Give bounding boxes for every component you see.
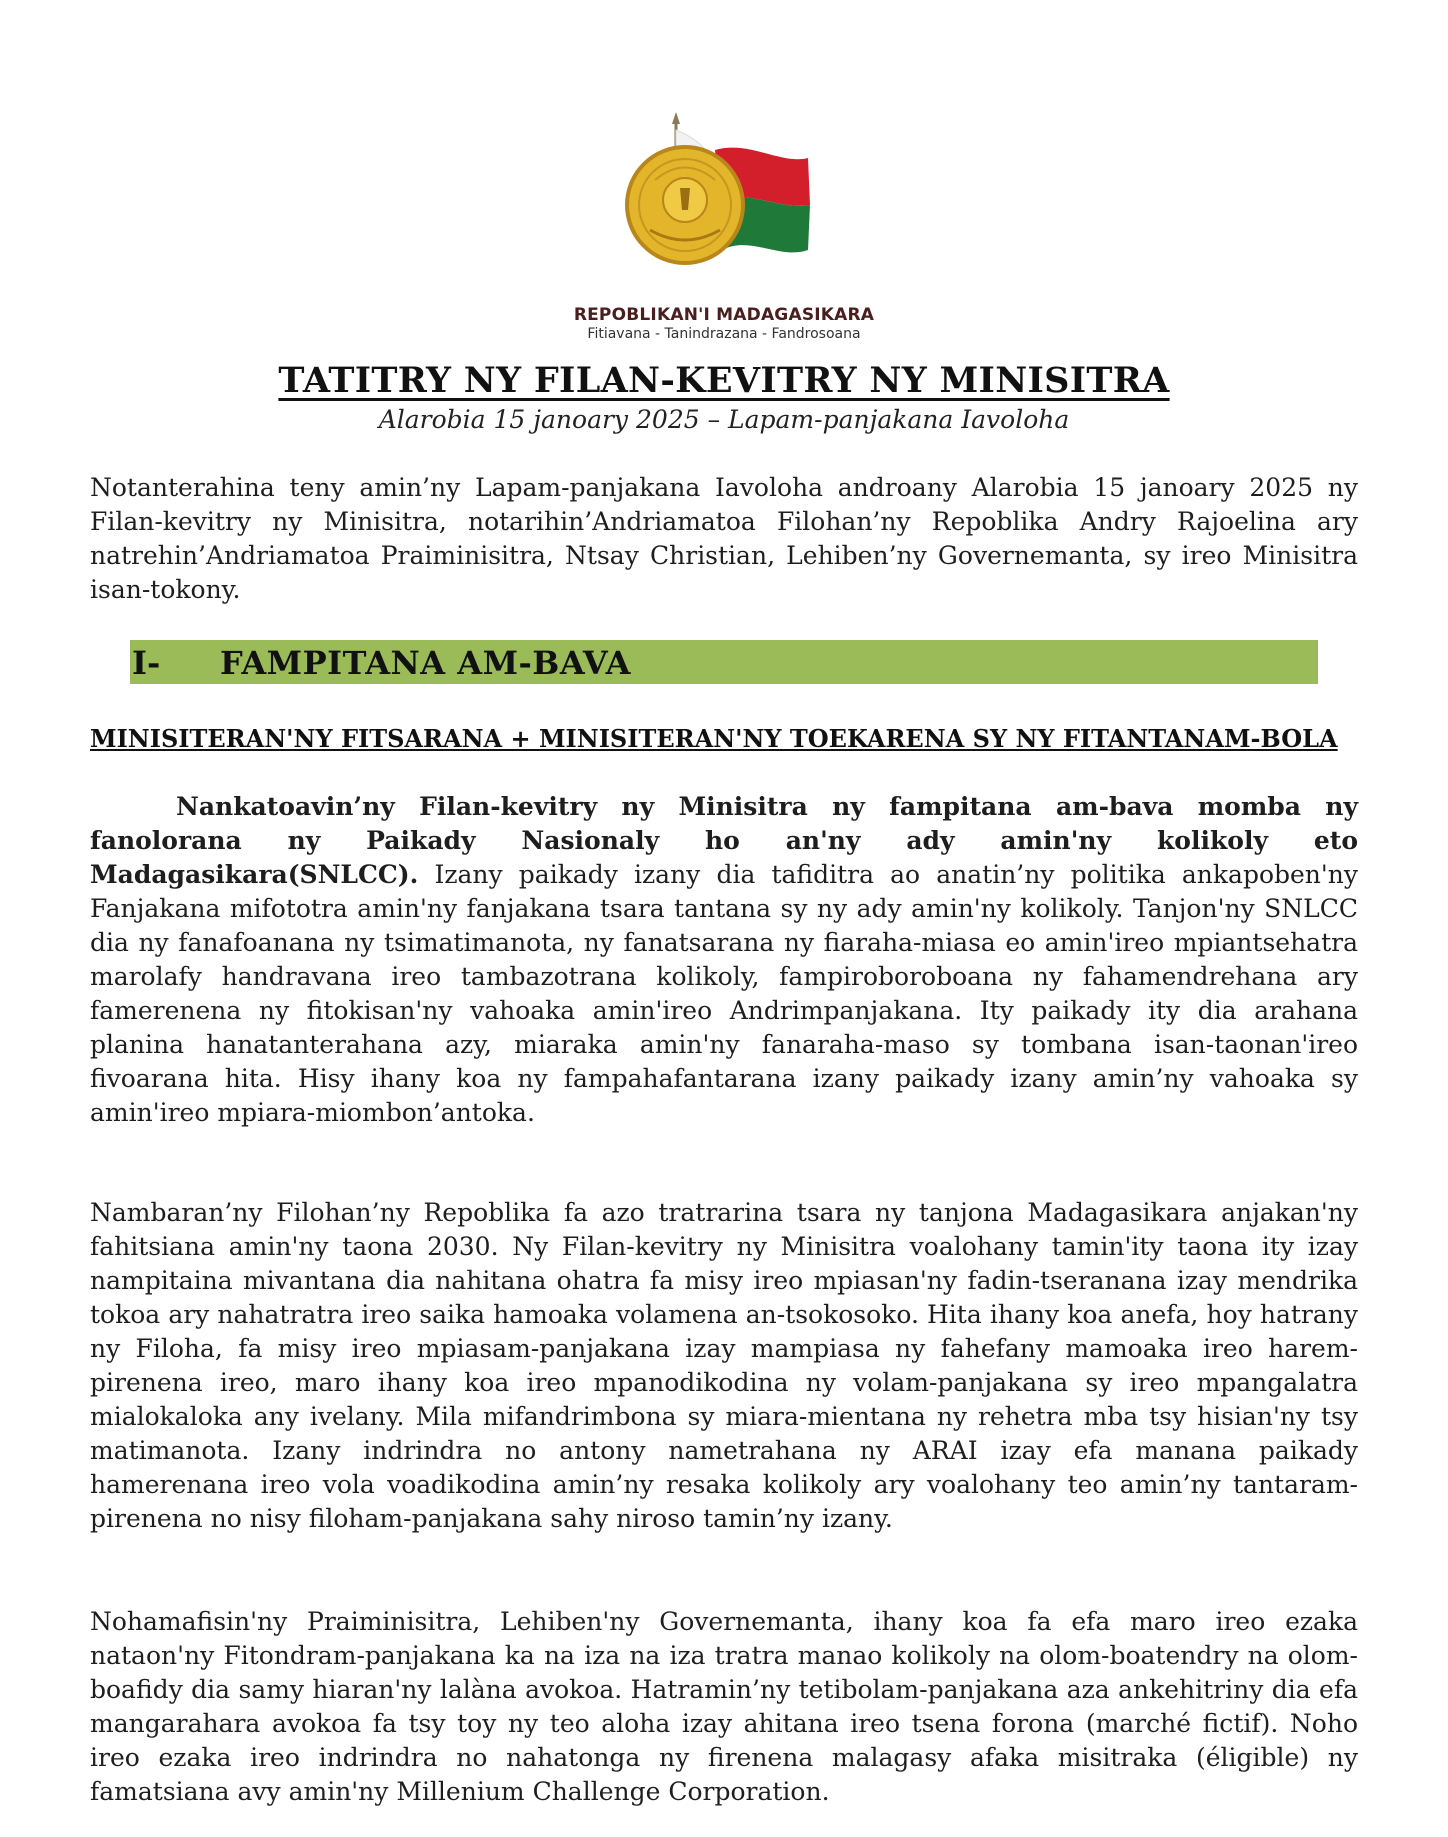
- madagascar-seal-flag-logo: [610, 110, 850, 290]
- republic-name: REPOBLIKAN'I MADAGASIKARA: [573, 305, 875, 325]
- paragraph-snlcc-body: Izany paikady izany dia tafiditra ao anatin’ny politika ankapoben'ny Fanjakana mifototra amin'ny fanjakana tsara tantana sy ny ady amin'ny kolikoly. Tanjon'ny SNLCC dia ny fanafoanana ny tsimatimanota, ny fanatsarana ny fiaraha-miasa eo amin'ireo mpiantsehatra marolafy handravana ireo tambazotrana kolikoly, fampiroboroboana ny fahamendrehana ary famerenena ny fitokisan'ny vahoaka amin'ireo Andrimpanjakana. Ity paikady ity dia arahana planina hanatanterahana azy, miaraka amin'ny fanaraha-maso sy tombana isan-taonan'ireo fivoarana hita. Hisy ihany koa ny fampahafantarana izany paikady izany amin’ny vahoaka sy amin'ireo mpiara-miombon’antoka.: [90, 860, 1358, 1127]
- document-subtitle: Alarobia 15 janoary 2025 – Lapam-panjakana Iavoloha: [378, 405, 1070, 434]
- section-number: I-: [132, 644, 161, 682]
- paragraph-snlcc: [90, 790, 1358, 1130]
- paragraph-snlcc-lead: Nankatoavin’ny Filan-kevitry ny Minisitra ny fampitana am-bava momba ny fanolorana ny Paikady Nasionaly ho an'ny ady amin'ny kolikoly eto Madagasikara(SNLCC).: [90, 792, 1358, 889]
- paragraph-prime-minister: Nohamafisin'ny Praiminisitra, Lehiben'ny Governemanta, ihany koa fa efa maro ireo ezaka nataon'ny Fitondram-panjakana ka na iza na iza tratra manao kolikoly na olom-boatendry na olom-boafidy dia samy hiaran'ny lalàna avokoa. Hatramin’ny tetibolam-panjakana aza ankehitriny dia efa mangarahara avokoa fa tsy toy ny teo aloha izay ahitana ireo tsena forona (marché fictif). Noho ireo ezaka ireo indrindra no nahatonga ny firenena malagasy afaka misitraka (éligible) ny famatsiana avy amin'ny Millenium Challenge Corporation.: [90, 1607, 1358, 1806]
- paragraph-president: Nambaran’ny Filohan’ny Repoblika fa azo tratrarina tsara ny tanjona Madagasikara anjakan'ny fahitsiana amin'ny taona 2030. Ny Filan-kevitry ny Minisitra voalohany tamin'ity taona ity izay nampitaina mivantana dia nahitana ohatra fa misy ireo mpiasan'ny fadin-tseranana izay mendrika tokoa ary nahatratra ireo saika hamoaka volamena an-tsokosoko. Hita ihany koa anefa, hoy hatrany ny Filoha, fa misy ireo mpiasam-panjakana izay mampiasa ny fahefany mamoaka ireo harem-pirenena ireo, maro ihany koa ireo mpanodikodina ny volam-panjakana sy ireo mpangalatra mialokaloka any ivelany. Mila mifandrimbona sy miara-mientana ny rehetra mba tsy hisian'ny tsy matimanota. Izany indrindra no antony nametrahana ny ARAI izay efa manana paikady hamerenana ireo vola voadikodina amin’ny resaka kolikoly ary voalohany teo amin’ny tantaram-pirenena no nisy filoham-panjakana sahy niroso tamin’ny izany.: [90, 1198, 1358, 1533]
- intro-paragraph: Notanterahina teny amin’ny Lapam-panjakana Iavoloha androany Alarobia 15 janoary 2025 ny Filan-kevitry ny Minisitra, notarihin’Andriamatoa Filohan’ny Repoblika Andry Rajoelina ary natrehin’Andriamatoa Praiminisitra, Ntsay Christian, Lehiben’ny Governemanta, sy ireo Minisitra isan-tokony.: [90, 473, 1358, 604]
- section-title: FAMPITANA AM-BAVA: [220, 644, 631, 682]
- document-title: TATITRY NY FILAN-KEVITRY NY MINISITRA: [278, 360, 1170, 401]
- ministry-subheading: MINISITERAN'NY FITSARANA + MINISITERAN'NY TOEKARENA SY NY FITANTANAM-BOLA: [90, 724, 1338, 753]
- republic-motto: Fitiavana - Tanindrazana - Fandrosoana: [587, 326, 861, 342]
